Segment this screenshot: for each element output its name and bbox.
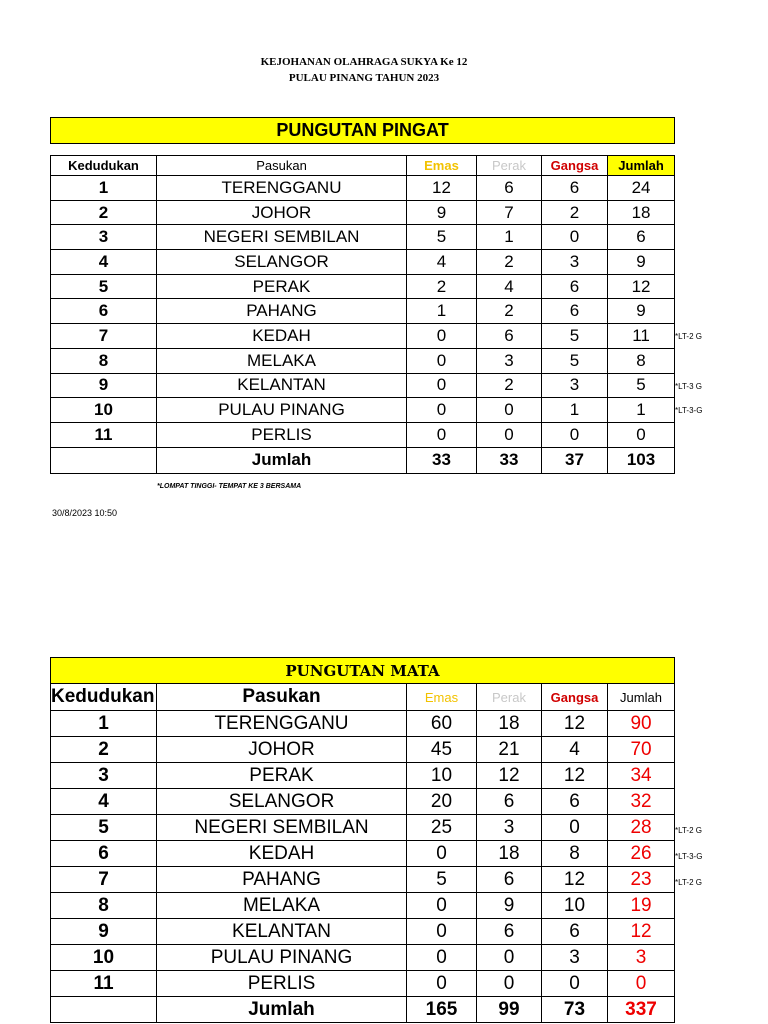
table-row bbox=[51, 841, 675, 867]
table-row bbox=[51, 299, 675, 324]
cell-rank: 9 bbox=[51, 373, 157, 398]
cell-perak: 0 bbox=[477, 398, 542, 423]
row-note: *LT-3 G bbox=[675, 381, 702, 391]
cell-team: PERLIS bbox=[157, 971, 407, 997]
row-note: *LT-3-G bbox=[675, 406, 703, 416]
table-row bbox=[51, 200, 675, 225]
table-row bbox=[51, 893, 675, 919]
cell-gangsa: 3 bbox=[542, 250, 608, 275]
cell-rank: 9 bbox=[51, 919, 157, 945]
col-gangsa: Gangsa bbox=[542, 156, 608, 176]
total-jumlah: 337 bbox=[608, 997, 675, 1023]
cell-jumlah: 12 bbox=[608, 274, 675, 299]
cell-jumlah: 1 bbox=[608, 398, 675, 423]
cell-rank: 11 bbox=[51, 422, 157, 447]
table-row bbox=[51, 348, 675, 373]
cell-gangsa: 1 bbox=[542, 398, 608, 423]
cell-jumlah: 9 bbox=[608, 250, 675, 275]
points-tally-table bbox=[50, 657, 675, 1023]
cell-team: MELAKA bbox=[157, 348, 407, 373]
cell-perak: 2 bbox=[477, 373, 542, 398]
cell-perak: 3 bbox=[477, 348, 542, 373]
total-label: Jumlah bbox=[157, 447, 407, 473]
cell-gangsa: 0 bbox=[542, 225, 608, 250]
cell-rank: 4 bbox=[51, 789, 157, 815]
cell-gangsa: 0 bbox=[542, 971, 608, 997]
cell-jumlah: 5 bbox=[608, 373, 675, 398]
cell-emas: 9 bbox=[407, 200, 477, 225]
total-emas: 33 bbox=[407, 447, 477, 473]
cell-perak: 9 bbox=[477, 893, 542, 919]
cell-gangsa: 12 bbox=[542, 763, 608, 789]
medal-tally-title: PUNGUTAN PINGAT bbox=[51, 118, 675, 144]
cell-gangsa: 0 bbox=[542, 422, 608, 447]
cell-emas: 5 bbox=[407, 225, 477, 250]
cell-gangsa: 3 bbox=[542, 373, 608, 398]
cell-rank: 5 bbox=[51, 815, 157, 841]
cell-jumlah: 0 bbox=[608, 971, 675, 997]
cell-team: TERENGGANU bbox=[157, 176, 407, 201]
cell-jumlah: 24 bbox=[608, 176, 675, 201]
cell-jumlah: 26 bbox=[608, 841, 675, 867]
col-gangsa: Gangsa bbox=[542, 684, 608, 711]
cell-perak: 6 bbox=[477, 789, 542, 815]
cell-perak: 7 bbox=[477, 200, 542, 225]
cell-team: PULAU PINANG bbox=[157, 398, 407, 423]
cell-team: TERENGGANU bbox=[157, 711, 407, 737]
cell-gangsa: 6 bbox=[542, 176, 608, 201]
row-note: *LT-2 G bbox=[675, 332, 702, 342]
table-row bbox=[51, 763, 675, 789]
cell-team: PERAK bbox=[157, 274, 407, 299]
cell-gangsa: 6 bbox=[542, 919, 608, 945]
cell-jumlah: 32 bbox=[608, 789, 675, 815]
cell-jumlah: 6 bbox=[608, 225, 675, 250]
cell-perak: 6 bbox=[477, 867, 542, 893]
cell-rank: 4 bbox=[51, 250, 157, 275]
cell-perak: 18 bbox=[477, 711, 542, 737]
cell-perak: 0 bbox=[477, 971, 542, 997]
cell-gangsa: 8 bbox=[542, 841, 608, 867]
cell-jumlah: 19 bbox=[608, 893, 675, 919]
cell-emas: 0 bbox=[407, 373, 477, 398]
cell-perak: 2 bbox=[477, 250, 542, 275]
cell-team: KELANTAN bbox=[157, 373, 407, 398]
cell-jumlah: 28 bbox=[608, 815, 675, 841]
cell-perak: 4 bbox=[477, 274, 542, 299]
cell-team: KELANTAN bbox=[157, 919, 407, 945]
table-row bbox=[51, 919, 675, 945]
table-row bbox=[51, 815, 675, 841]
report-title-line2: PULAU PINANG TAHUN 2023 bbox=[288, 72, 440, 84]
points-total-row bbox=[51, 997, 675, 1023]
cell-perak: 6 bbox=[477, 324, 542, 349]
table-row bbox=[51, 250, 675, 275]
col-jumlah: Jumlah bbox=[608, 684, 675, 711]
col-kedudukan: Kedudukan bbox=[51, 156, 157, 176]
col-pasukan: Pasukan bbox=[157, 684, 407, 711]
row-note: *LT-3-G bbox=[675, 852, 703, 861]
cell-team: PULAU PINANG bbox=[157, 945, 407, 971]
cell-gangsa: 0 bbox=[542, 815, 608, 841]
cell-emas: 0 bbox=[407, 841, 477, 867]
total-label: Jumlah bbox=[157, 997, 407, 1023]
cell-rank: 10 bbox=[51, 945, 157, 971]
cell-perak: 2 bbox=[477, 299, 542, 324]
col-perak: Perak bbox=[477, 156, 542, 176]
cell-rank: 6 bbox=[51, 299, 157, 324]
cell-perak: 0 bbox=[477, 945, 542, 971]
cell-jumlah: 0 bbox=[608, 422, 675, 447]
cell-emas: 0 bbox=[407, 971, 477, 997]
total-emas: 165 bbox=[407, 997, 477, 1023]
cell-team: SELANGOR bbox=[157, 789, 407, 815]
row-note: *LT-2 G bbox=[675, 826, 702, 835]
cell-team: JOHOR bbox=[157, 737, 407, 763]
cell-jumlah: 23 bbox=[608, 867, 675, 893]
table-row bbox=[51, 225, 675, 250]
cell-emas: 45 bbox=[407, 737, 477, 763]
col-pasukan: Pasukan bbox=[157, 156, 407, 176]
cell-emas: 0 bbox=[407, 422, 477, 447]
cell-team: PAHANG bbox=[157, 867, 407, 893]
cell-rank: 11 bbox=[51, 971, 157, 997]
col-kedudukan: Kedudukan bbox=[51, 684, 157, 711]
cell-emas: 10 bbox=[407, 763, 477, 789]
table-row bbox=[51, 274, 675, 299]
cell-perak: 18 bbox=[477, 841, 542, 867]
cell-rank: 5 bbox=[51, 274, 157, 299]
medal-tally-header bbox=[51, 156, 675, 176]
cell-gangsa: 3 bbox=[542, 945, 608, 971]
cell-emas: 12 bbox=[407, 176, 477, 201]
cell-rank: 3 bbox=[51, 763, 157, 789]
cell-jumlah: 70 bbox=[608, 737, 675, 763]
cell-gangsa: 12 bbox=[542, 711, 608, 737]
cell-perak: 12 bbox=[477, 763, 542, 789]
cell-team: PERAK bbox=[157, 763, 407, 789]
cell-team: KEDAH bbox=[157, 841, 407, 867]
cell-emas: 1 bbox=[407, 299, 477, 324]
cell-team: PERLIS bbox=[157, 422, 407, 447]
table-row bbox=[51, 176, 675, 201]
cell-team: PAHANG bbox=[157, 299, 407, 324]
cell-jumlah: 18 bbox=[608, 200, 675, 225]
cell-gangsa: 6 bbox=[542, 299, 608, 324]
table-row bbox=[51, 422, 675, 447]
table-row bbox=[51, 971, 675, 997]
cell-gangsa: 10 bbox=[542, 893, 608, 919]
cell-team: JOHOR bbox=[157, 200, 407, 225]
row-note: *LT-2 G bbox=[675, 878, 702, 887]
cell-emas: 25 bbox=[407, 815, 477, 841]
cell-rank: 8 bbox=[51, 348, 157, 373]
cell-emas: 0 bbox=[407, 324, 477, 349]
table-row bbox=[51, 398, 675, 423]
total-perak: 33 bbox=[477, 447, 542, 473]
cell-gangsa: 5 bbox=[542, 324, 608, 349]
cell-rank: 10 bbox=[51, 398, 157, 423]
cell-gangsa: 4 bbox=[542, 737, 608, 763]
medal-tally-table bbox=[50, 117, 675, 474]
cell-rank: 8 bbox=[51, 893, 157, 919]
cell-team: KEDAH bbox=[157, 324, 407, 349]
cell-gangsa: 2 bbox=[542, 200, 608, 225]
cell-rank: 7 bbox=[51, 324, 157, 349]
col-perak: Perak bbox=[477, 684, 542, 711]
cell-team: NEGERI SEMBILAN bbox=[157, 815, 407, 841]
cell-gangsa: 6 bbox=[542, 789, 608, 815]
cell-rank: 3 bbox=[51, 225, 157, 250]
cell-team: NEGERI SEMBILAN bbox=[157, 225, 407, 250]
cell-perak: 21 bbox=[477, 737, 542, 763]
cell-gangsa: 6 bbox=[542, 274, 608, 299]
cell-perak: 0 bbox=[477, 422, 542, 447]
cell-emas: 0 bbox=[407, 919, 477, 945]
col-jumlah: Jumlah bbox=[608, 156, 675, 176]
cell-jumlah: 12 bbox=[608, 919, 675, 945]
table-row bbox=[51, 945, 675, 971]
table-row bbox=[51, 867, 675, 893]
cell-gangsa: 5 bbox=[542, 348, 608, 373]
cell-rank: 1 bbox=[51, 176, 157, 201]
cell-emas: 0 bbox=[407, 398, 477, 423]
total-gangsa: 37 bbox=[542, 447, 608, 473]
cell-jumlah: 90 bbox=[608, 711, 675, 737]
cell-emas: 60 bbox=[407, 711, 477, 737]
cell-perak: 6 bbox=[477, 176, 542, 201]
table-row bbox=[51, 737, 675, 763]
cell-rank: 1 bbox=[51, 711, 157, 737]
total-jumlah: 103 bbox=[608, 447, 675, 473]
cell-emas: 0 bbox=[407, 893, 477, 919]
col-emas: Emas bbox=[407, 684, 477, 711]
cell-rank: 7 bbox=[51, 867, 157, 893]
timestamp: 30/8/2023 10:50 bbox=[52, 508, 118, 518]
cell-team: MELAKA bbox=[157, 893, 407, 919]
footnote: *LOMPAT TINGGI- TEMPAT KE 3 BERSAMA bbox=[157, 483, 302, 490]
points-tally-header bbox=[51, 684, 675, 711]
table-row bbox=[51, 789, 675, 815]
medal-total-row bbox=[51, 447, 675, 473]
cell-rank: 2 bbox=[51, 200, 157, 225]
cell-emas: 0 bbox=[407, 945, 477, 971]
cell-emas: 0 bbox=[407, 348, 477, 373]
total-gangsa: 73 bbox=[542, 997, 608, 1023]
cell-emas: 2 bbox=[407, 274, 477, 299]
cell-gangsa: 12 bbox=[542, 867, 608, 893]
cell-team: SELANGOR bbox=[157, 250, 407, 275]
cell-rank: 2 bbox=[51, 737, 157, 763]
cell-perak: 3 bbox=[477, 815, 542, 841]
col-emas: Emas bbox=[407, 156, 477, 176]
report-title-line1: KEJOHANAN OLAHRAGA SUKYA Ke 12 bbox=[260, 56, 468, 68]
cell-rank: 6 bbox=[51, 841, 157, 867]
total-perak: 99 bbox=[477, 997, 542, 1023]
cell-jumlah: 3 bbox=[608, 945, 675, 971]
points-tally-title: PUNGUTAN MATA bbox=[51, 658, 675, 684]
table-row bbox=[51, 373, 675, 398]
table-row bbox=[51, 324, 675, 349]
cell-jumlah: 9 bbox=[608, 299, 675, 324]
cell-jumlah: 34 bbox=[608, 763, 675, 789]
cell-perak: 1 bbox=[477, 225, 542, 250]
cell-jumlah: 8 bbox=[608, 348, 675, 373]
cell-emas: 4 bbox=[407, 250, 477, 275]
cell-perak: 6 bbox=[477, 919, 542, 945]
cell-jumlah: 11 bbox=[608, 324, 675, 349]
cell-emas: 5 bbox=[407, 867, 477, 893]
table-row bbox=[51, 711, 675, 737]
cell-emas: 20 bbox=[407, 789, 477, 815]
